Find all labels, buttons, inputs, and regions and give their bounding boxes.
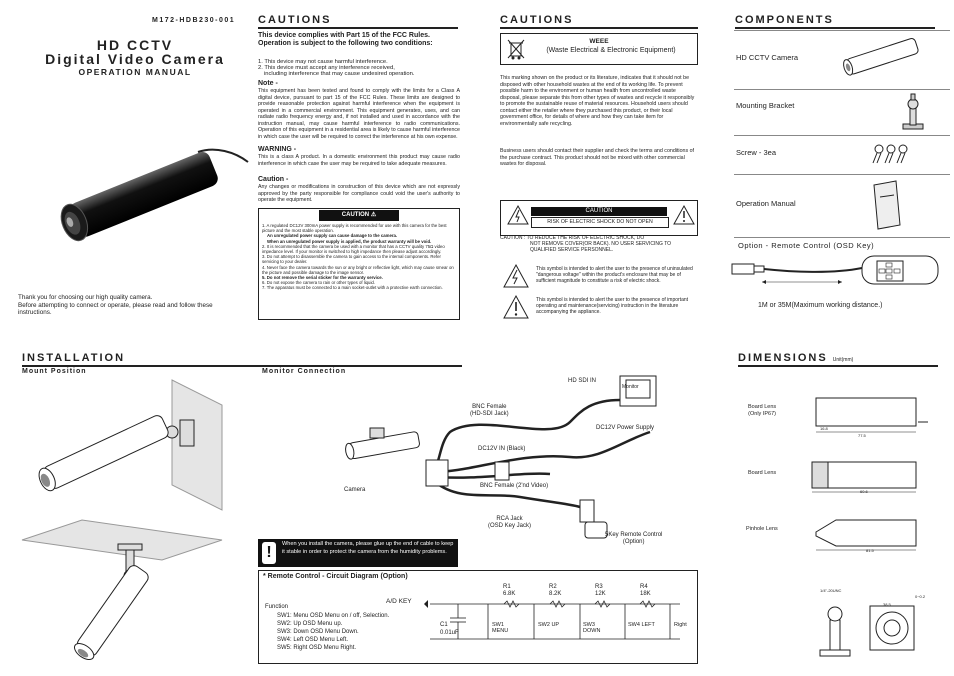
component-row: Operation Manual bbox=[734, 175, 950, 238]
dimension-drawing-3 bbox=[800, 516, 930, 556]
switch-sw2: SW2 UP bbox=[538, 622, 560, 628]
shock-caution-text: CAUTION : TO REDUCE THE RISK OF ELECTRIC SHOCK, DO NOT REMOVE COVER(OR BACK). NO USER SERVICING TO QUALIFIED SERVICE PERSONNEL. bbox=[500, 235, 672, 253]
weee-text-2: Business users should contact their supplier and check the terms and conditions of the purchase contract. This product should not be mixed with other commercial wastes for disposal. bbox=[500, 148, 695, 167]
cable-length-label: 1M or 35M(Maximum working distance.) bbox=[758, 302, 883, 309]
bnc-2nd-label: BNC Female (2'nd Video) bbox=[480, 483, 549, 489]
wall-mount-illustration bbox=[22, 380, 222, 510]
switch-sw5: Right bbox=[674, 622, 687, 628]
symbol-text-2: This symbol is intended to alert the user to the presence of important operating and maintenance(servicing) instruction in the literature accompanying the appliance. bbox=[536, 297, 689, 315]
installation-header: INSTALLATION bbox=[22, 352, 462, 367]
weee-box: WEEE (Waste Electrical & Electronic Equipment) bbox=[500, 33, 698, 65]
ceiling-mount-illustration bbox=[22, 520, 222, 650]
monitor-connection-label: Monitor Connection bbox=[262, 368, 347, 375]
c1-value: 0.01uF bbox=[440, 630, 459, 636]
monitor-label: Monitor bbox=[622, 384, 639, 390]
caution-box-title: CAUTION ⚠ bbox=[319, 210, 399, 221]
title-line2: Digital Video Camera bbox=[45, 51, 225, 67]
hd-sdi-in-label: HD SDI IN bbox=[568, 378, 597, 384]
shock-caution-box: CAUTION RISK OF ELECTRIC SHOCK DO NOT OPEN bbox=[500, 200, 698, 236]
option-remote-label: Option - Remote Control (OSD Key) bbox=[738, 241, 875, 250]
camera-component-image bbox=[838, 38, 928, 72]
function-label: Function bbox=[265, 604, 289, 610]
humidity-note: ! When you install the camera, please glue up the end of cable to keep it stable in order to protect the camera from the humidity problems. bbox=[258, 539, 458, 567]
bracket-component-image bbox=[898, 94, 928, 132]
components-header: COMPONENTS bbox=[735, 14, 935, 29]
camera-label: Camera bbox=[344, 487, 366, 493]
resistor-r4: R4 18K bbox=[640, 584, 651, 597]
board-lens-ip67-label: Board Lens (Only IP67) bbox=[748, 404, 777, 417]
ad-key-label: A/D KEY bbox=[386, 598, 412, 605]
symbol-text-1: This symbol is intended to alert the user to the presence of uninsulated "dangerous voltage" within the product's enclosure that may be of sufficient magnitude to constitute a risk of electric shock. bbox=[536, 266, 693, 284]
note-title: Note - bbox=[258, 80, 278, 87]
screws-component-image bbox=[872, 143, 910, 165]
switch-functions: SW1: Menu OSD Menu on / off, Selection. SW2: Up OSD Menu up. SW3: Down OSD Menu Down. SW4: Left OSD Menu Left. SW5: Right OSD Menu Right. bbox=[277, 613, 390, 651]
caution-box-items: 1. A regulated DC12V 300mA power supply is recommended for use with this camera for the best picture and the most stable operation. An unregulated power supply can cause damage to the camera. When an unregulated power supply is applied, the product warranty will be void. 2. It is recommended that the camera be used with a monitor that has a CCTV quality 75Ω video impedance level. If your monitor is switched to high impedance then please adjust accordingly. 3. Do not attempt to disassemble the camera to gain access to the internal components. Refer servicing to your dealer. 4. Never face the camera towards the sun or any bright or reflective light, which may cause smear on the picture and possible damage to the image sensor. 5. Do not remove the serial sticker for the warranty service. 6. Do not expose the camera to rain or other types of liquid. 7. The apparatus must be connected to a main socket-outlet with a protective earth connection. bbox=[262, 223, 454, 291]
bnc-female-label: BNC Female (HD-SDI Jack) bbox=[470, 404, 509, 417]
dc-in-label: DC12V IN (Black) bbox=[478, 446, 526, 452]
dc-power-label: DC12V Power Supply bbox=[596, 425, 655, 431]
dimensions-header: DIMENSIONS Unit(mm) bbox=[738, 352, 938, 367]
fcc-conditions: 1. This device may not cause harmful interference. 2. This device must accept any interference received, including interference that may cause undesired operation. bbox=[258, 59, 415, 77]
component-row: Mounting Bracket bbox=[734, 89, 950, 136]
manual-component-image bbox=[872, 181, 902, 229]
pinhole-lens-label: Pinhole Lens bbox=[746, 526, 778, 532]
component-row: Screw - 3ea bbox=[734, 136, 950, 175]
exclamation-icon: ! bbox=[262, 542, 276, 564]
cautions-header-1: CAUTIONS bbox=[258, 14, 458, 29]
mount-position-label: Mount Position bbox=[22, 368, 87, 375]
model-number: M172-HDB230-001 bbox=[152, 17, 236, 24]
exclamation-triangle-icon bbox=[503, 295, 529, 319]
lightning-triangle-icon bbox=[503, 264, 529, 288]
cover-camera-image bbox=[50, 140, 250, 250]
switch-sw3: SW3 DOWN bbox=[583, 622, 601, 634]
switch-sw1: SW1 MENU bbox=[492, 622, 509, 634]
cautions-header-2: CAUTIONS bbox=[500, 14, 698, 29]
component-row: HD CCTV Camera bbox=[734, 30, 950, 90]
intro-text: Thank you for choosing our high quality camera. Before attempting to connect or operate, please read and follow these instructions. bbox=[18, 294, 213, 316]
caution-box bbox=[258, 208, 460, 320]
dimension-drawing-bracket bbox=[808, 594, 938, 662]
remote-control-label: 5Key Remote Control (Option) bbox=[605, 532, 663, 545]
warning-triangle-icon: ⚠ bbox=[370, 212, 377, 218]
warning-text: This is a class A product. In a domestic environment this product may cause radio interference in which case the user may be required to take adequate measures. bbox=[258, 154, 460, 167]
rca-jack-label: RCA Jack (OSD Key Jack) bbox=[488, 516, 532, 529]
caution-text: Any changes or modifications in construction of this device which are not expressly approved by the party responsible for compliance could void the user's authority to operate the equipment. bbox=[258, 184, 460, 203]
caution-title: Caution - bbox=[258, 176, 289, 183]
resistor-r2: R2 8.2K bbox=[549, 584, 562, 597]
board-lens-label: Board Lens bbox=[748, 470, 777, 476]
exclamation-triangle-icon bbox=[673, 205, 695, 225]
resistor-r1: R1 6.8K bbox=[503, 584, 516, 597]
lightning-triangle-icon bbox=[507, 205, 529, 225]
switch-sw4: SW4 LEFT bbox=[628, 622, 655, 628]
fcc-statement: This device complies with Part 15 of the FCC Rules. Operation is subject to the following two conditions: bbox=[258, 32, 433, 47]
circuit-title: * Remote Control - Circuit Diagram (Option) bbox=[263, 573, 408, 580]
warning-title: WARNING - bbox=[258, 146, 297, 153]
subtitle: OPERATION MANUAL bbox=[78, 67, 192, 77]
title-line1: HD CCTV bbox=[96, 37, 174, 53]
resistor-r3: R3 12K bbox=[595, 584, 606, 597]
c1-label: C1 bbox=[440, 622, 448, 628]
remote-control-image bbox=[732, 252, 942, 292]
note-text: This equipment has been tested and found to comply with the limits for a Class A digital device, pursuant to part 15 of the FCC Rules. These limits are designed to provide reasonable protection against harmful interference when the equipment is operated in a commercial environment. This equipment generates, uses, and can radiate radio frequency energy and, if not installed and used in accordance with the instruction manual, may cause harmful interference to radio communications. Operation of this equipment in a residential area is likely to cause harmful interference in which case the user will be required to correct the interference at his own expense. bbox=[258, 88, 460, 140]
weee-text: This marking shown on the product or its literature, indicates that it should not be disposed with other household wastes at the end of its working life. To prevent possible harm to the environment or human health from uncontrolled waste disposal, please separate this from other types of wastes and recycle it responsibly to promote the sustainable reuse of material resources. Household users should contact either the retailer where they purchased this product, or their local government office, for details of where and how they can take item for environmentally safe recycling. bbox=[500, 75, 695, 127]
